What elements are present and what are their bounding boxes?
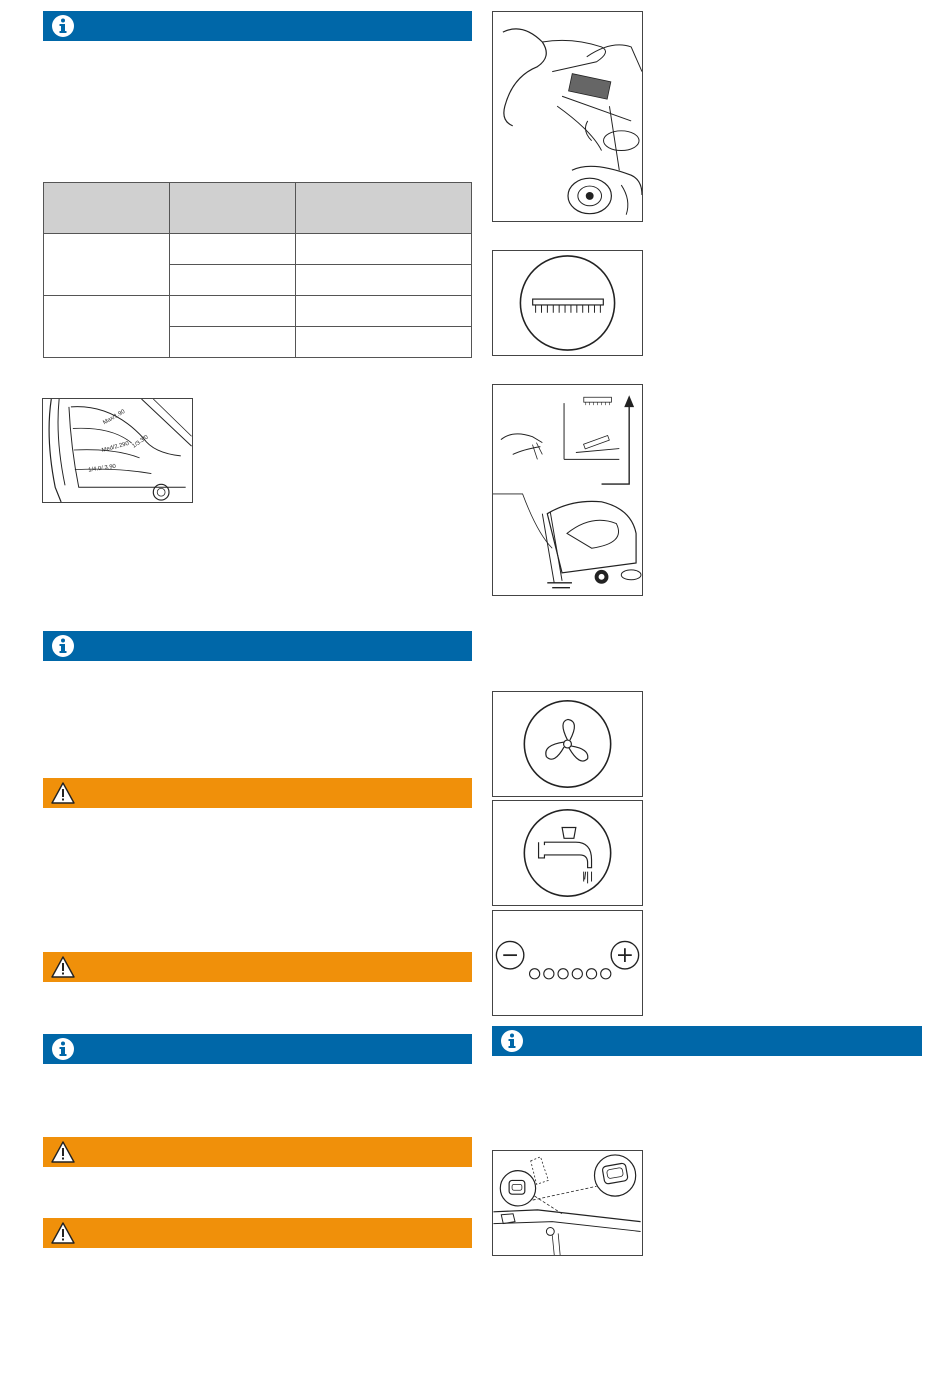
table-cell xyxy=(170,265,296,296)
brush-icon xyxy=(493,251,642,355)
table-header-cell xyxy=(170,183,296,234)
water-tap-icon xyxy=(493,801,642,905)
specification-table xyxy=(43,182,472,358)
table-cell xyxy=(170,327,296,358)
warning-notice-bar xyxy=(43,778,472,808)
water-level-led xyxy=(601,969,611,979)
table-cell xyxy=(170,234,296,265)
plus-icon xyxy=(611,941,638,968)
info-icon xyxy=(51,1037,75,1061)
dial-label: 1/3.3/0 xyxy=(131,434,150,450)
table-header-cell xyxy=(44,183,170,234)
dial-label: Max/1.90 xyxy=(102,408,127,427)
water-level-control-panel xyxy=(493,911,642,1015)
table-row xyxy=(44,234,472,265)
brush-removal-illustration xyxy=(493,12,642,221)
water-level-led xyxy=(572,969,582,979)
water-level-control-figure xyxy=(492,910,643,1016)
table-cell xyxy=(296,296,472,327)
table-cell xyxy=(44,234,170,296)
water-level-leds xyxy=(530,969,611,979)
table-cell xyxy=(44,296,170,358)
table-header-cell xyxy=(296,183,472,234)
info-notice-bar xyxy=(43,11,472,41)
water-level-led xyxy=(530,969,540,979)
water-tap-figure xyxy=(492,800,643,906)
warning-icon xyxy=(51,1140,75,1164)
warning-icon xyxy=(51,955,75,979)
detergent-dial-illustration xyxy=(43,399,192,502)
table-cell xyxy=(296,265,472,296)
water-level-led xyxy=(558,969,568,979)
warning-notice-bar xyxy=(43,1137,472,1167)
brush-lever-illustration xyxy=(493,385,642,595)
warning-icon xyxy=(51,1221,75,1245)
dial-label: 1/4.0/.3.90 xyxy=(88,463,117,474)
info-icon xyxy=(51,634,75,658)
warning-notice-bar xyxy=(43,1218,472,1248)
table-header-row xyxy=(44,183,472,234)
table-cell xyxy=(296,327,472,358)
brush-symbol-figure xyxy=(492,250,643,356)
info-icon xyxy=(500,1029,524,1053)
info-notice-bar xyxy=(43,1034,472,1064)
dial-label: Med/2.290 xyxy=(101,440,130,454)
warning-icon xyxy=(51,781,75,805)
info-notice-bar xyxy=(43,631,472,661)
table-cell xyxy=(170,296,296,327)
info-notice-bar xyxy=(492,1026,922,1056)
brush-removal-figure xyxy=(492,11,643,222)
table-row xyxy=(44,296,472,327)
detergent-dial-figure xyxy=(42,398,193,503)
warning-notice-bar xyxy=(43,952,472,982)
info-icon xyxy=(51,14,75,38)
vacuum-fan-figure xyxy=(492,691,643,797)
brush-lever-figure xyxy=(492,384,643,596)
water-level-led xyxy=(586,969,596,979)
minus-icon xyxy=(496,941,523,968)
squeegee-pedal-illustration xyxy=(493,1151,642,1255)
squeegee-pedal-figure xyxy=(492,1150,643,1256)
fan-icon xyxy=(493,692,642,796)
table-cell xyxy=(296,234,472,265)
water-level-led xyxy=(544,969,554,979)
